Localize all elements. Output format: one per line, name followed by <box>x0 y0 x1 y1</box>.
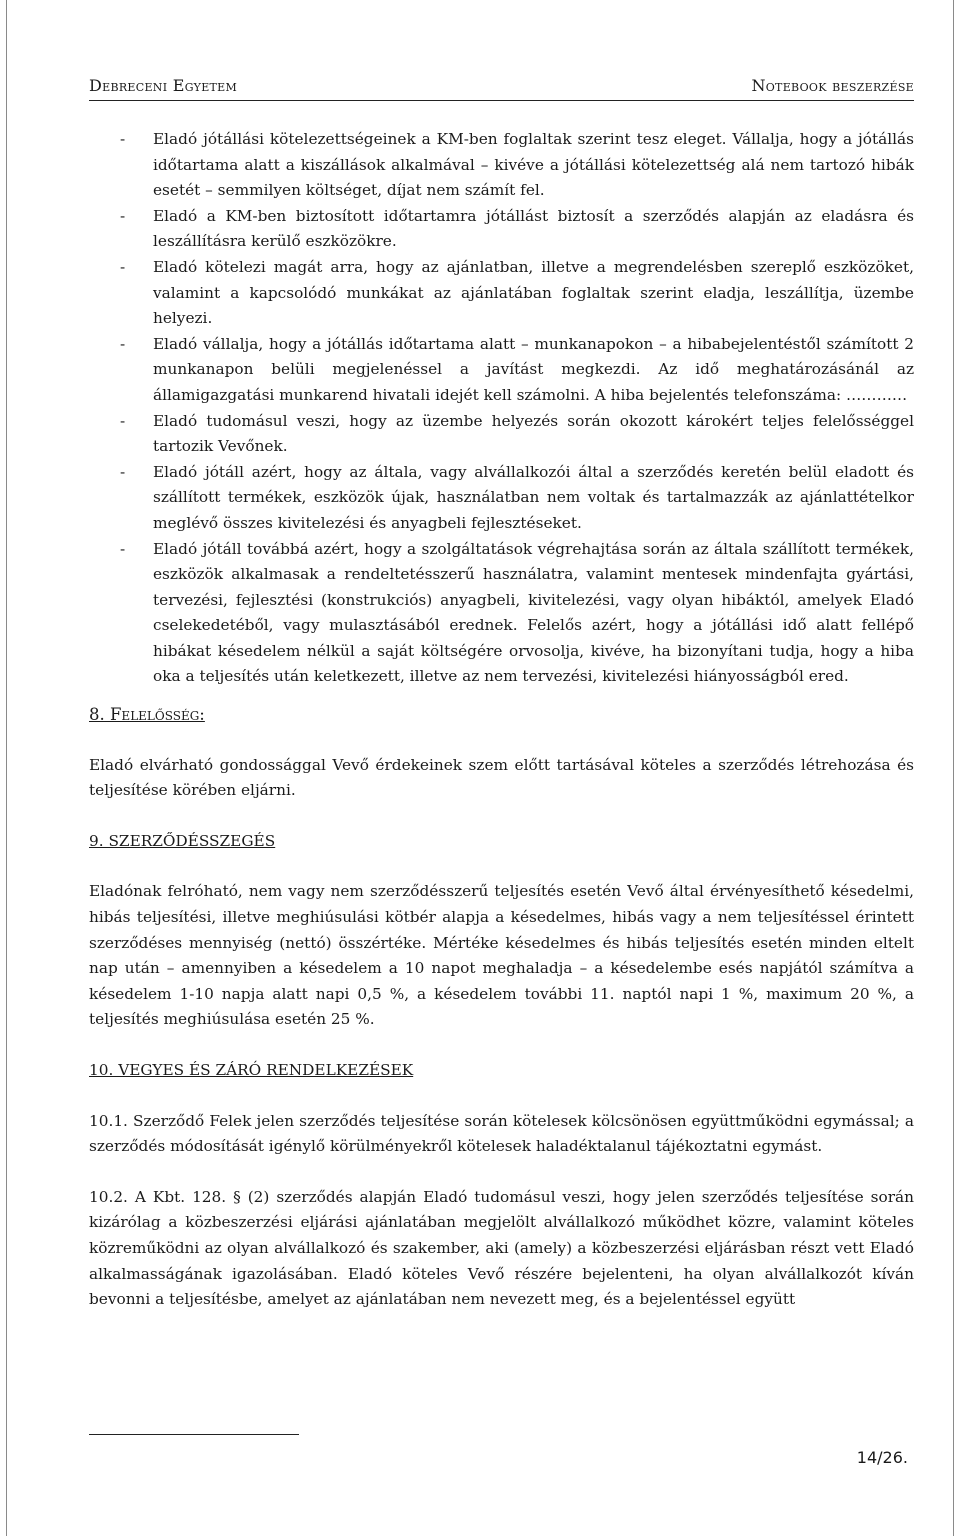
list-item-text: Eladó jótállási kötelezettségeinek a KM-ben foglaltak szerint tesz eleget. Vállalja, hogy a jótállás időtartama alatt a kiszállások alkalmával – kivéve a jótállási kötelezettség alá nem tartozó hibák esetét – semmilyen költséget, díjat nem számít fel. <box>153 130 914 200</box>
page-number: 14/26. <box>856 1448 908 1467</box>
list-item-text: Eladó kötelezi magát arra, hogy az ajánlatban, illetve a megrendelésben szereplő eszközöket, valamint a kapcsolódó munkákat az ajánlatában foglaltak szerint eladja, leszállítja, üzembe helyezi. <box>153 257 914 328</box>
spacer <box>89 804 914 829</box>
section-10-1-paragraph: 10.1. Szerződő Felek jelen szerződés teljesítése során kötelesek kölcsönösen együttműködni egymással; a szerződés módosítását igénylő körülményekről kötelesek haladéktalanul tájékoztatni egymást. <box>89 1111 914 1156</box>
warranty-obligations-list <box>89 127 914 690</box>
list-item-text: Eladó a KM-ben biztosított időtartamra jótállást biztosít a szerződés alapján az eladásra és leszállításra kerülő eszközökre. <box>153 206 914 251</box>
list-item <box>89 460 914 537</box>
spacer <box>89 1084 914 1109</box>
list-item <box>89 332 914 409</box>
list-item <box>89 127 914 204</box>
section-10-2-paragraph: 10.2. A Kbt. 128. § (2) szerződés alapján Eladó tudomásul veszi, hogy jelen szerződés teljesítése során kizárólag a közbeszerzési eljárási ajánlatában megjelölt alvállalkozó működhet közre, valamint köteles közreműködni az olyan alvállalkozó és szakember, aki (amely) a közbeszerzési eljárásban részt vett Eladó alkalmasságának igazolásában. Eladó köteles Vevő részére bejelenteni, ha olyan alvállalkozót kíván bevonni a teljesítésbe, amelyet az ajánlatában nem nevezett meg, és a bejelentéssel együtt <box>89 1187 914 1309</box>
section-10-heading: 10. VEGYES ÉS ZÁRÓ RENDELKEZÉSEK <box>89 1061 414 1079</box>
list-item-text: Eladó jótáll továbbá azért, hogy a szolgáltatások végrehajtása során az általa szállított termékek, eszközök alkalmasak a rendeltetésszerű használatra, valamint mentesek mindenfajta gyártási, tervezési, fejlesztési (konstrukciós) anyagbeli, kivitelezési, vagy olyan hibáktól, amelyek Eladó cselekedetéből, vagy mulasztásából erednek. Felelős azért, hogy a jótállási idő alatt fellépő hibákat késedelem nélkül a saját költségére orvosolja, kivéve, ha bizonyítani tudja, hogy a hiba oka a teljesítés után keletkezett, illetve az nem tervezési, kivitelezési hiányosságból ered. <box>153 539 914 686</box>
page-header <box>89 76 914 101</box>
spacer <box>89 1160 914 1185</box>
list-item <box>89 409 914 460</box>
section-8-body: Eladó elvárható gondossággal Vevő érdekeinek szem előtt tartásával köteles a szerződés létrehozása és teljesítése körében eljárni. <box>89 755 914 800</box>
list-item-text: Eladó vállalja, hogy a jótállás időtartama alatt – munkanapokon – a hibabejelentéstől számított 2 munkanapon belüli megjelenéssel a javítást megkezdi. Az idő meghatározásánál az államigazgatási munkarend hivatali idejét kell számolni. A hiba bejelentés telefonszáma: ………… <box>153 334 914 404</box>
spacer <box>89 728 914 753</box>
document-body <box>89 127 914 1313</box>
bullet-dash: - <box>120 130 126 148</box>
bullet-dash: - <box>120 462 126 481</box>
list-item <box>89 255 914 332</box>
spacer <box>89 1033 914 1058</box>
list-item <box>89 537 914 691</box>
bullet-dash: - <box>120 334 126 353</box>
footer-divider <box>89 1434 299 1435</box>
bullet-dash: - <box>120 206 126 225</box>
header-institution: Debreceni Egyetem <box>89 76 238 95</box>
list-item-text: Eladó jótáll azért, hogy az általa, vagy alvállalkozói által a szerződés keretén belül eladott és szállított termékek, eszközök újak, használatban nem voltak és tartalmazzák az ajánlattételkor meglévő összes kivitelezési és anyagbeli fejlesztéseket. <box>153 462 914 532</box>
page-edge-left <box>6 0 7 1536</box>
bullet-dash: - <box>120 257 126 276</box>
bullet-dash: - <box>120 411 126 430</box>
bullet-dash: - <box>120 539 126 558</box>
section-9-heading: 9. SZERZŐDÉSSZEGÉS <box>89 831 276 850</box>
spacer <box>89 854 914 879</box>
page-edge-right <box>953 0 954 1536</box>
section-9-body: Eladónak felróható, nem vagy nem szerződésszerű teljesítés esetén Vevő által érvényesíthető késedelmi, hibás teljesítési, illetve meghiúsulási kötbér alapja a késedelmes, hibás vagy a nem teljesítéssel érintett szerződéses mennyiség (nettó) összértéke. Mértéke késedelmes és hibás teljesítés esetén minden eltelt nap után – amennyiben a késedelem a 10 napot meghaladja – a késedelembe esés napjától számítva a késedelem 1-10 napja alatt napi 0,5 %, a késedelem további 11. naptól napi 1 %, maximum 20 %, a teljesítés meghiúsulása esetén 25 %. <box>89 882 914 1029</box>
section-8-heading: 8. Felelősség: <box>89 705 205 725</box>
header-document-title: Notebook beszerzése <box>751 76 914 95</box>
list-item-text: Eladó tudomásul veszi, hogy az üzembe helyezés során okozott károkért teljes felelősséggel tartozik Vevőnek. <box>153 411 914 456</box>
list-item <box>89 204 914 255</box>
